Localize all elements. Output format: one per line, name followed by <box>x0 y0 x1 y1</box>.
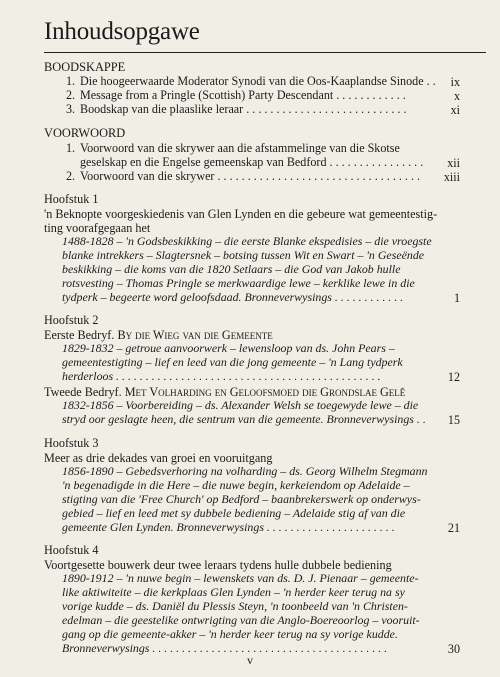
chapter-summary-line: 1488-1828 – 'n Godsbeskikking – die eerste Blanke ekspedisies – die vroegste <box>62 234 432 248</box>
entry-number: 2. <box>66 88 76 102</box>
entry-page: xi <box>450 103 460 117</box>
page-number: v <box>247 653 253 667</box>
chapter-summary-line: Bronneverwysings . . . . . . . . . . . . . . . . . . . . . . . . . . . . . . . . . . . . . . . . <box>62 641 388 655</box>
entry-page: 21 <box>447 521 460 535</box>
entry-text: Boodskap van die plaaslike leraar . . . . . . . . . . . . . . . . . . . . . . . . . . . <box>80 102 407 116</box>
chapter-title[interactable]: Voortgesette bouwerk deur twee leraars tydens hulle dubbele bediening <box>44 558 392 572</box>
chapter-title[interactable]: 'n Beknopte voorgeskiedenis van Glen Lynden en die gebeure wat gemeentestig- <box>44 207 438 221</box>
section-heading-voorwoord: VOORWOORD <box>44 126 126 140</box>
chapter-summary-line: blanke intrekkers – Slagtersnek – botsing tussen Wit en Swart – 'n Geseënde <box>62 248 425 262</box>
chapter-label: Hoofstuk 1 <box>44 192 99 206</box>
chapter-summary-line: tydperk – begeerte word geloofsdaad. Bronneverwysings . . . . . . . . . . . . <box>62 290 404 304</box>
chapter-summary-line: 'n begenadigde in die Here – die nuwe begin, kerkeiendom op Adelaide – <box>62 478 410 492</box>
chapter-summary-line: herderloos . . . . . . . . . . . . . . . . . . . . . . . . . . . . . . . . . . . . . . . . . . . . . <box>62 369 381 383</box>
entry-page: 15 <box>447 413 460 427</box>
part-prefix: Tweede Bedryf. <box>44 385 122 399</box>
chapter-title[interactable] <box>44 385 405 399</box>
section-heading-boodskappe: BOODSKAPPE <box>44 60 126 74</box>
entry-number: 3. <box>66 102 76 116</box>
entry-text: Message from a Pringle (Scottish) Party Descendant . . . . . . . . . . . . <box>80 88 406 102</box>
entry-page: 30 <box>447 642 460 656</box>
chapter-summary-line: gemeentestigting – lief en leed van die jong gemeente – 'n Lang tydperk <box>62 355 403 369</box>
entry-text-line: Voorwoord van die skrywer aan die afstammelinge van die Skotse <box>80 141 400 155</box>
entry-page: ix <box>450 75 460 89</box>
entry-number: 1. <box>66 141 76 155</box>
entry-text: Die hoogeerwaarde Moderator Synodi van die Oos-Kaaplandse Sinode . . <box>80 74 436 88</box>
chapter-summary-line: gang op die gemeente-akker – 'n herder keer terug na sy vorige kudde. <box>62 627 398 641</box>
toc-entry[interactable] <box>66 89 456 103</box>
entry-page: xii <box>447 156 460 170</box>
entry-page: x <box>453 89 460 103</box>
entry-page: xiii <box>443 170 460 184</box>
title-rule <box>44 52 486 53</box>
chapter-title: ting voorafgegaan het <box>44 221 151 235</box>
chapter-summary-line: beskikking – die koms van die 1820 Setlaars – die God van Jakob hulle <box>62 262 401 276</box>
entry-number: 2. <box>66 169 76 183</box>
chapter-summary-line: 1856-1890 – Gebedsverhoring na volharding – ds. Georg Wilhelm Stegmann <box>62 464 428 478</box>
chapter-summary-line: 1890-1912 – 'n nuwe begin – lewenskets van ds. D. J. Pienaar – gemeente- <box>62 571 419 585</box>
entry-page: 12 <box>447 370 460 384</box>
toc-entry[interactable] <box>66 170 456 184</box>
part-prefix: Eerste Bedryf. <box>44 328 115 342</box>
chapter-summary-line: stryd oor geslagte heen, die sentrum van die gemeente. Bronneverwysings . . <box>62 412 426 426</box>
chapter-summary-line: 1832-1856 – Voorbereiding – ds. Alexander Welsh se toegewyde lewe – die <box>62 398 419 412</box>
chapter-label: Hoofstuk 3 <box>44 436 99 450</box>
chapter-title[interactable]: Meer as drie dekades van groei en vooruitgang <box>44 451 273 465</box>
entry-number: 1. <box>66 74 76 88</box>
chapter-label: Hoofstuk 4 <box>44 543 99 557</box>
chapter-summary-line: stigting van die 'Free Church' op Bedford – baanbrekerswerk op onderwys- <box>62 492 421 506</box>
toc-entry[interactable] <box>66 103 456 117</box>
chapter-summary-line: rotsvesting – Thomas Pringle se merkwaardige lewe – kerklike lewe in die <box>62 276 415 290</box>
part-title: Met Volharding en Geloofsmoed die Grondslae Gelê <box>124 385 406 399</box>
toc-entry[interactable] <box>66 142 456 169</box>
chapter-summary-line: 1829-1832 – getroue aanvoorwerk – lewensloop van ds. John Pears – <box>62 341 395 355</box>
toc-entry[interactable] <box>66 75 456 89</box>
chapter-summary-line: gemeente Glen Lynden. Bronneverwysings . . . . . . . . . . . . . . . . . . . . . . <box>62 520 395 534</box>
part-title: By die Wieg van die Gemeente <box>117 328 273 342</box>
entry-page: 1 <box>453 291 460 305</box>
chapter-label: Hoofstuk 2 <box>44 313 99 327</box>
chapter-summary-line: edelman – die geestelike ontwrigting van die Anglo-Boereoorlog – vooruit- <box>62 613 420 627</box>
entry-text: Voorwoord van die skrywer . . . . . . . . . . . . . . . . . . . . . . . . . . . . . . . . . . <box>80 169 421 183</box>
chapter-summary-line: vorige kudde – ds. Daniël du Plessis Steyn, 'n toonbeeld van 'n Christen- <box>62 599 408 613</box>
entry-text-line: geselskap en die Engelse gemeenskap van Bedford . . . . . . . . . . . . . . . . <box>80 154 424 169</box>
chapter-summary-line: like aktiwiteite – die kerkplaas Glen Lynden – 'n herder keer terug na sy <box>62 585 405 599</box>
page-title: Inhoudsopgawe <box>44 18 200 45</box>
chapter-summary-line: gebied – lief en leed met sy dubbele bediening – Adelaide stig af van die <box>62 506 406 520</box>
chapter-title[interactable] <box>44 328 273 342</box>
